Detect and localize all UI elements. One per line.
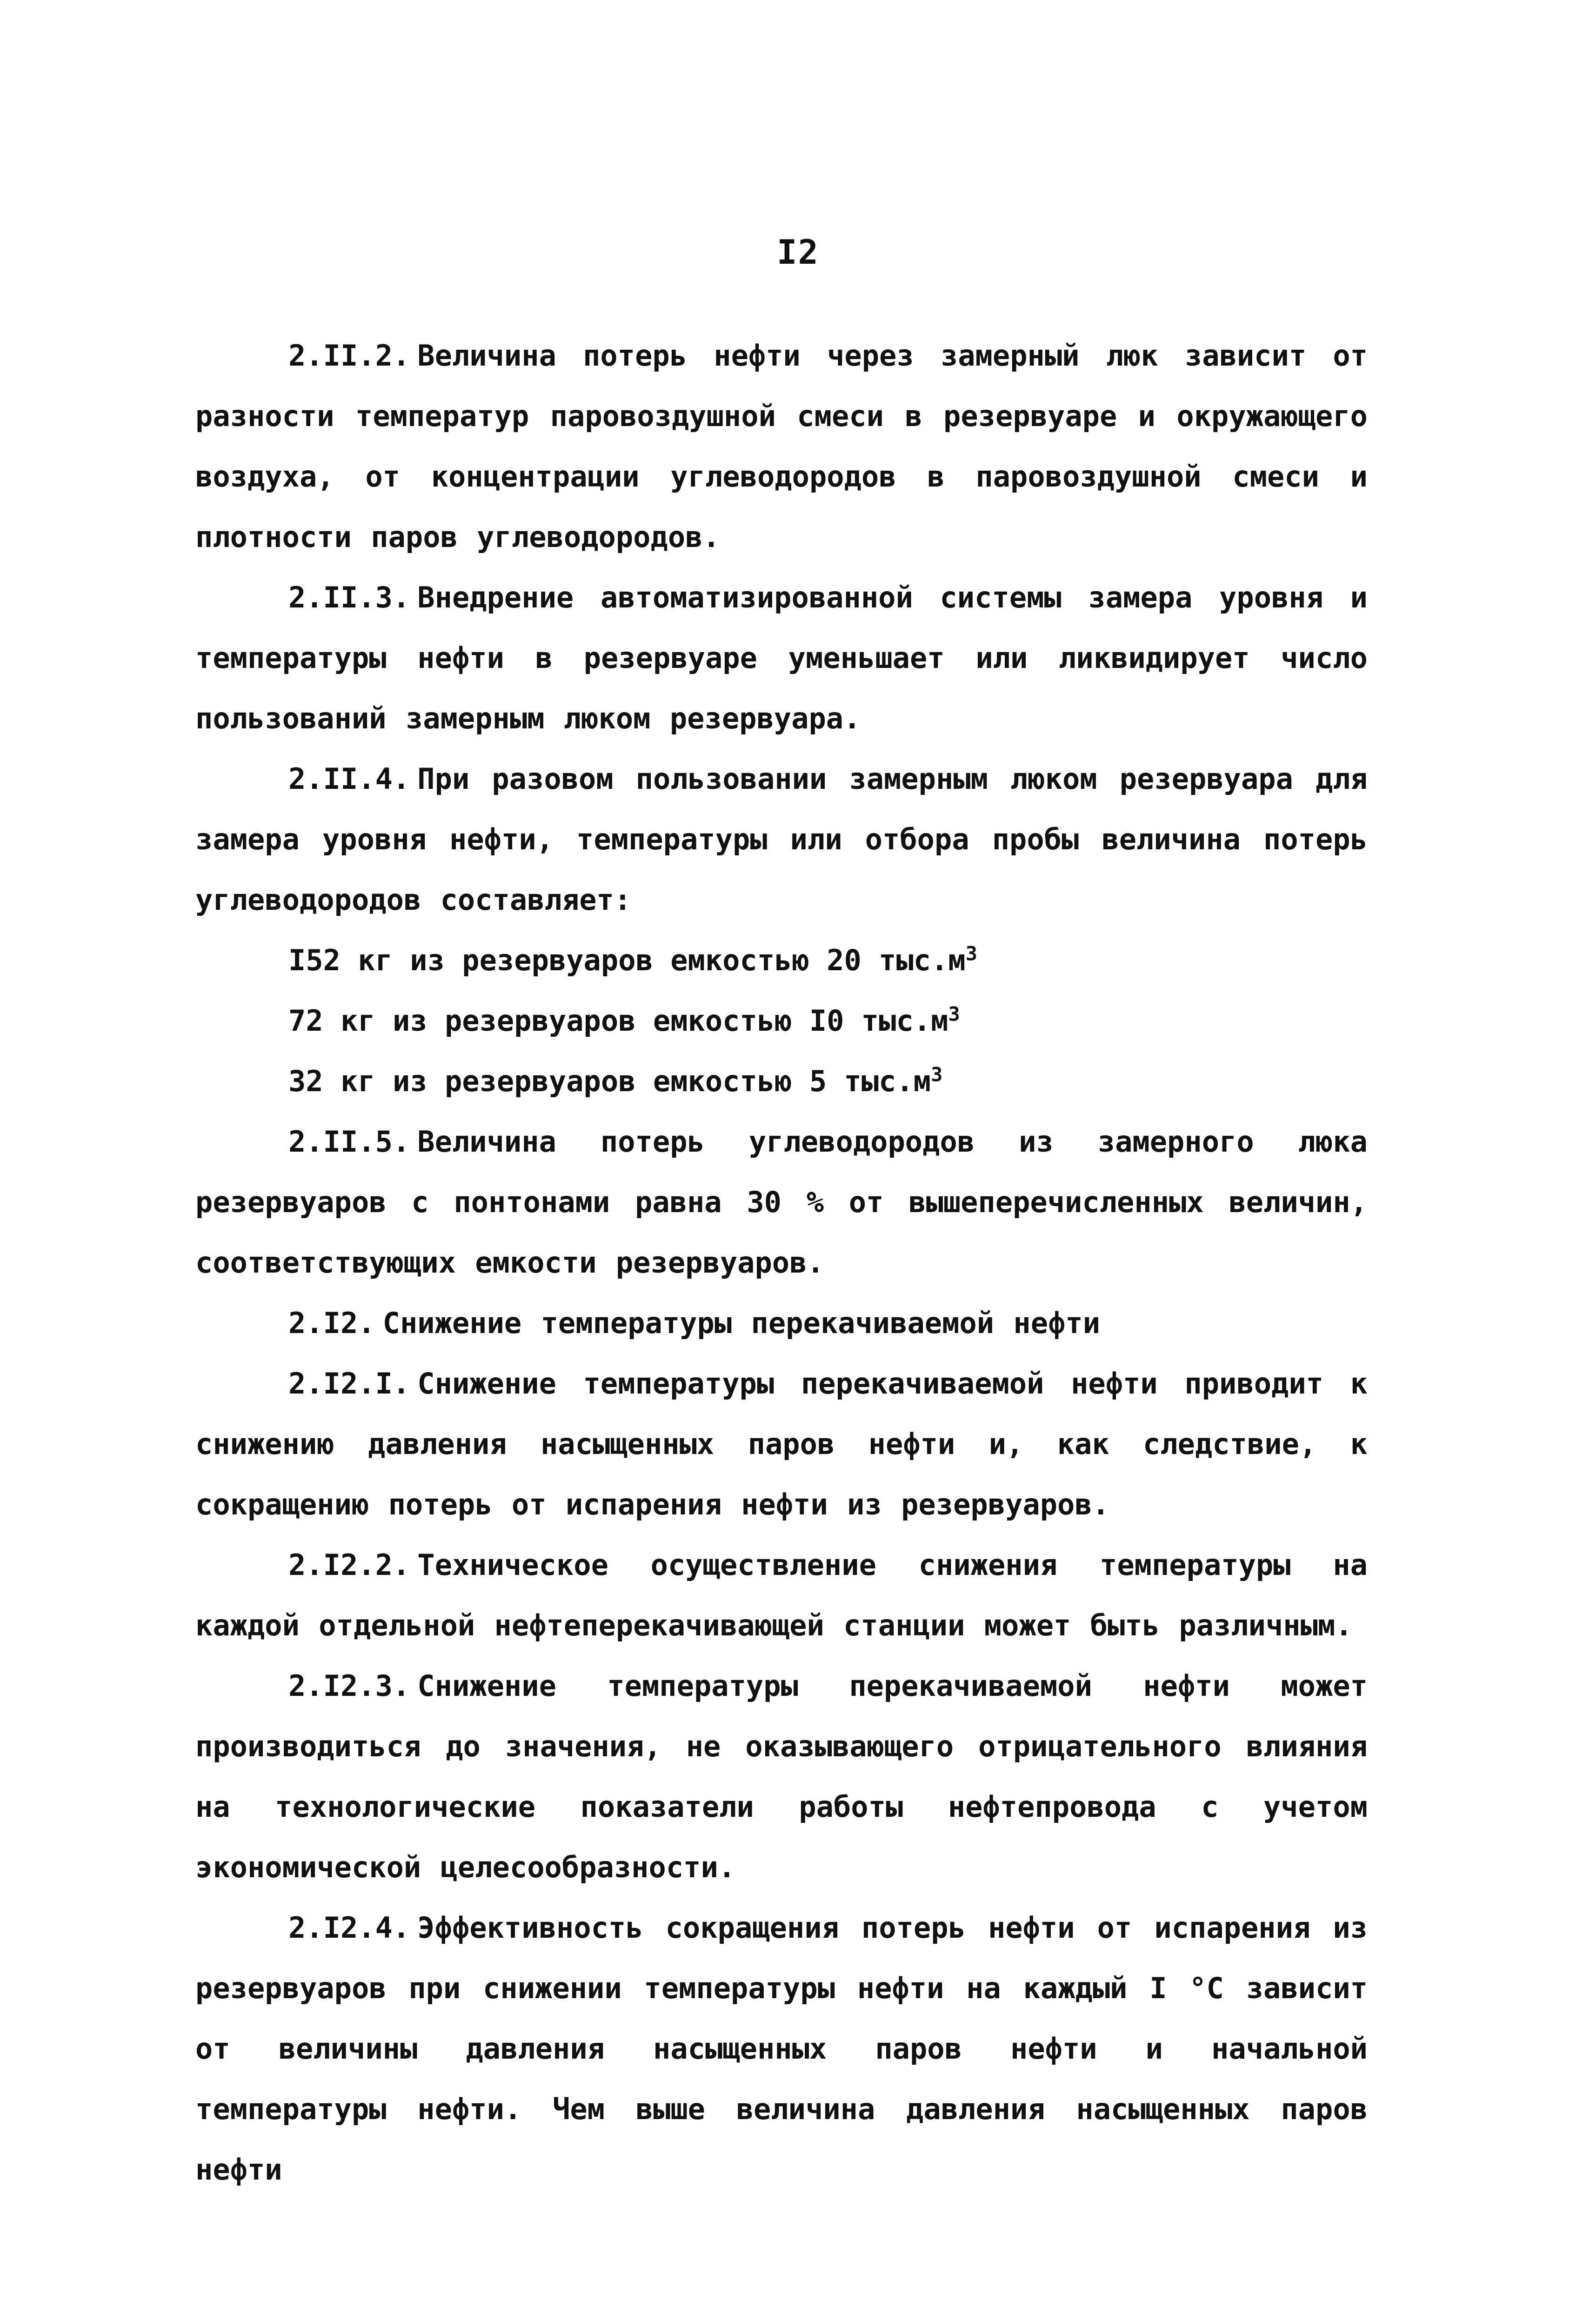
clause-text: Снижение температуры перекачиваемой нефти bbox=[382, 1306, 1101, 1340]
paragraph-2-11-3 bbox=[195, 567, 1368, 749]
body-text bbox=[195, 326, 1368, 2200]
clause-text: Величина потерь углеводородов из замерного люка резервуаров с понтонами равна 30 % от вышеперечисленных величин, соответствующих емкости резервуаров. bbox=[195, 1125, 1368, 1280]
clause-text: Снижение температуры перекачиваемой нефти может производиться до значения, не оказывающего отрицательного влияния на технологические показатели работы нефтепровода с учетом экономической целесообразности. bbox=[195, 1669, 1368, 1884]
loss-text: 32 кг из резервуаров емкостью 5 тыс.м bbox=[288, 1064, 931, 1098]
paragraph-2-12-2 bbox=[195, 1535, 1368, 1656]
losses-list bbox=[195, 930, 1368, 1112]
clause-text: При разовом пользовании замерным люком резервуара для замера уровня нефти, температуры или отбора пробы величина потерь углеводородов составляет: bbox=[195, 762, 1368, 917]
list-item bbox=[195, 930, 1368, 991]
loss-text: 72 кг из резервуаров емкостью I0 тыс.м bbox=[288, 1004, 948, 1038]
superscript: 3 bbox=[931, 1063, 943, 1086]
section-heading-2-12 bbox=[195, 1293, 1368, 1354]
paragraph-2-11-5 bbox=[195, 1112, 1368, 1293]
clause-text: Внедрение автоматизированной системы замера уровня и температуры нефти в резервуаре уменьшает или ликвидирует число пользований замерным люком резервуара. bbox=[195, 580, 1368, 735]
clause-number: 2.II.4. bbox=[288, 762, 410, 796]
clause-number: 2.I2.4. bbox=[288, 1911, 410, 1945]
clause-text: Эффективность сокращения потерь нефти от испарения из резервуаров при снижении температуры нефти на каждый I °С зависит от величины давления насыщенных паров нефти и начальной температуры нефти. Чем выше величина давления насыщенных паров нефти bbox=[195, 1911, 1368, 2187]
clause-text: Снижение температуры перекачиваемой нефти приводит к снижению давления насыщенных паров нефти и, как следствие, к сокращению потерь от испарения нефти из резервуаров. bbox=[195, 1367, 1368, 1521]
clause-number: 2.I2.2. bbox=[288, 1548, 410, 1582]
page-number: I2 bbox=[777, 233, 819, 272]
superscript: 3 bbox=[948, 1002, 960, 1026]
list-item bbox=[195, 1051, 1368, 1112]
clause-number: 2.II.3. bbox=[288, 580, 410, 614]
clause-number: 2.I2.I. bbox=[288, 1367, 410, 1400]
superscript: 3 bbox=[965, 942, 978, 965]
paragraph-2-11-2 bbox=[195, 326, 1368, 567]
clause-number: 2.I2. bbox=[288, 1306, 375, 1340]
paragraph-2-12-1 bbox=[195, 1354, 1368, 1535]
paragraph-2-11-4 bbox=[195, 749, 1368, 930]
clause-number: 2.I2.3. bbox=[288, 1669, 410, 1703]
list-item bbox=[195, 991, 1368, 1051]
paragraph-2-12-3 bbox=[195, 1656, 1368, 1898]
clause-text: Техническое осуществление снижения температуры на каждой отдельной нефтеперекачивающей станции может быть различным. bbox=[195, 1548, 1368, 1642]
clause-text: Величина потерь нефти через замерный люк зависит от разности температур паровоздушной смеси в резервуаре и окружающего воздуха, от концентрации углеводородов в паровоздушной смеси и плотности паров углеводородов. bbox=[195, 339, 1368, 554]
paragraph-2-12-4 bbox=[195, 1898, 1368, 2200]
loss-text: I52 кг из резервуаров емкостью 20 тыс.м bbox=[288, 943, 966, 977]
clause-number: 2.II.2. bbox=[288, 339, 410, 373]
clause-number: 2.II.5. bbox=[288, 1125, 410, 1159]
